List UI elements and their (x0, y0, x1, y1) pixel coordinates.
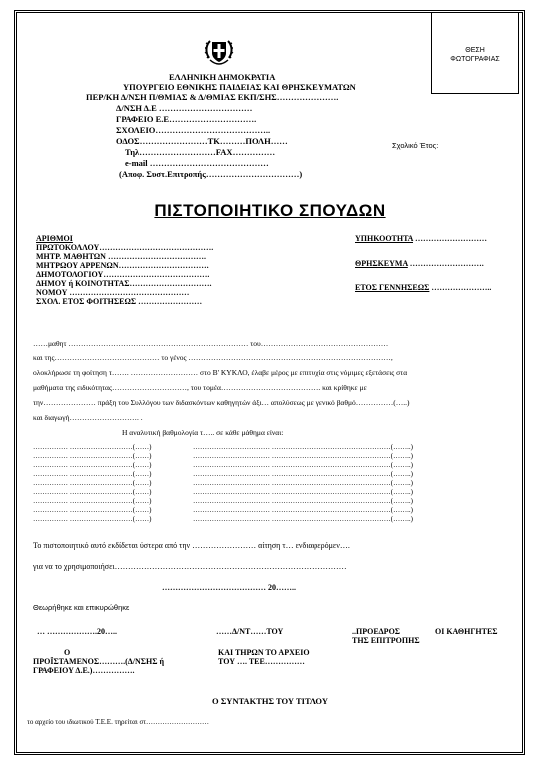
school-year-label: Σχολικό Έτος: (392, 141, 439, 150)
religion-label: ΘΡΗΣΚΕΥΜΑ (355, 259, 408, 268)
grade-row: …………………………… ……………………………………………(……..) (193, 515, 413, 523)
religion-field (355, 259, 484, 269)
signature-date: … ……………….20….. (37, 627, 117, 636)
head-office: ΓΡΑΦΕΙΟΥ Δ.Ε.)……………. (33, 666, 135, 675)
grade-row: …………………………… ……………………………………………(……..) (193, 461, 413, 469)
citizenship-dots: ……………………… (413, 234, 487, 243)
committee-label: ΤΗΣ ΕΠΙΤΡΟΠΗΣ (352, 636, 420, 645)
title-author-label: Ο ΣΥΝΤΑΚΤΗΣ ΤΟΥ ΤΙΤΛΟΥ (212, 696, 328, 706)
grade-row: …………… ………………………(……) (33, 461, 152, 469)
grade-row: …………………………… ……………………………………………(……..) (193, 443, 413, 451)
grade-row: …………… ………………………(……) (33, 479, 152, 487)
directorate-field: Δ/ΝΣΗ Δ.Ε …………………………… (116, 103, 253, 113)
protocol-reference: ……Δ/ΝΤ……ΤΟΥ (216, 627, 284, 636)
student-register-number: ΜΗΤΡ. ΜΑΘΗΤΩΝ ………………………………. (36, 252, 206, 261)
grade-row: …………………………… ……………………………………………(……..) (193, 470, 413, 478)
certified-label: Θεωρήθηκε και επικυρώθηκε (33, 603, 130, 612)
school-field: ΣΧΟΛΕΙΟ………………………………….. (116, 125, 271, 135)
body-line-student: ……μαθητ ……………………………………………………………… του…………………………………………… (33, 339, 389, 348)
grade-row: …………… ………………………(……) (33, 506, 152, 514)
date-line: ………………………………… 20…….. (162, 583, 296, 592)
grades-heading: Η αναλυτική βαθμολογία τ….. σε κάθε μάθημα είναι: (122, 428, 284, 437)
grade-row: …………………………… ……………………………………………(……..) (193, 497, 413, 505)
body-line-specialty: μαθήματα της ειδικότητας…………………………, του τομέα…………………………………. και κρίθηκε με (33, 383, 367, 392)
prefecture-field: ΝΟΜΟΥ ……………………………………… (36, 288, 190, 297)
head-title: ΠΡΟΪΣΤΑΜΕΝΟΣ……….(Δ/ΝΣΗΣ ή (33, 657, 165, 666)
head-article: Ο (64, 648, 71, 657)
citizenship-field (355, 234, 487, 244)
regional-directorate: ΠΕΡ/ΚΗ Δ/ΝΣΗ Π/ΘΜΙΑΣ & Δ/ΘΜΙΑΣ ΕΚΠ/ΣΗΣ…………………. (86, 92, 339, 102)
birth-year-field (355, 283, 491, 293)
male-register-number: ΜΗΤΡΩΟΥ ΑΡΡΕΝΩΝ……………………………. (36, 261, 209, 270)
archive-school-label: ΤΟΥ …. ΤΕΕ…………… (218, 657, 305, 666)
grades-left-column (33, 443, 151, 524)
body-line-grade: την………………… πράξη του Συλλόγου των διδασκόντων καθηγητών άξι… απολύσεως με γενικό βαθμό……………(…..) (33, 398, 410, 407)
attendance-year-field: ΣΧΟΛ. ΕΤΟΣ ΦΟΙΤΗΣΕΩΣ …………………… (36, 297, 203, 306)
use-line: για να το χρησιμοποιήσει…………………………………………………………………………… (33, 562, 347, 571)
grade-row: …………… ………………………(……) (33, 497, 152, 505)
numbers-heading: ΑΡΙΘΜΟΙ (36, 234, 73, 243)
phone-field: Τηλ………………………FAX…………… (125, 147, 276, 157)
birth-year-dots: ………………….. (429, 283, 492, 292)
teachers-label: ΟΙ ΚΑΘΗΓΗΤΕΣ (435, 627, 498, 636)
protocol-number: ΠΡΩΤΟΚΟΛΛΟΥ……………………………………. (36, 243, 214, 252)
grade-row: …………… ………………………(……) (33, 452, 152, 460)
photo-label-line2: ΦΩΤΟΓΡΑΦΙΑΣ (450, 56, 500, 63)
birth-year-label: ΕΤΟΣ ΓΕΝΝΗΣΕΩΣ (355, 283, 430, 292)
committee-decision-field: (Αποφ. Συστ.Επιτροπής……………………………) (119, 169, 303, 179)
chairman-label: ..ΠΡΟΕΔΡΟΣ (352, 627, 401, 636)
address-field: ΟΔΟΣ……………………ΤΚ………ΠΟΛΗ…… (116, 136, 288, 146)
municipality-field: ΔΗΜΟΥ ή ΚΟΙΝΟΤΗΤΑΣ…………………………. (36, 279, 212, 288)
office-field: ΓΡΑΦΕΙΟ Ε.Ε…………………………. (116, 114, 257, 124)
photo-label-line1: ΘΕΣΗ (465, 47, 485, 54)
email-field: e-mail …………………………………… (125, 158, 269, 168)
body-line-mother: και της…………………………………… το γένος ………………………………………………………………………, (33, 353, 393, 362)
grade-row: …………… ………………………(……) (33, 443, 152, 451)
grade-row: …………… ………………………(……) (33, 515, 152, 523)
citizenship-label: ΥΠΗΚΟΟΤΗΤΑ (355, 234, 413, 243)
grade-row: …………………………… ……………………………………………(……..) (193, 506, 413, 514)
republic-label: ΕΛΛΗΝΙΚΗ ΔΗΜΟΚΡΑΤΙΑ (169, 72, 276, 82)
body-line-completion: ολοκλήρωσε τη φοίτηση τ……. ……………………… στο Β' ΚΥΚΛΟ, έλαβε μέρος με επιτυχία στις νόμιμες εξετάσεις στα (33, 368, 408, 377)
grade-row: …………………………… ……………………………………………(……..) (193, 479, 413, 487)
grade-row: …………………………… ……………………………………………(……..) (193, 452, 413, 460)
archive-keeper-label: ΚΑΙ ΤΗΡΩΝ ΤΟ ΑΡΧΕΙΟ (218, 648, 310, 657)
issued-line: Το πιστοποιητικό αυτό εκδίδεται ύστερα από την …………………… αίτηση τ… ενδιαφερόμεν…. (33, 541, 350, 550)
ministry-label: ΥΠΟΥΡΓΕΙΟ ΕΘΝΙΚΗΣ ΠΑΙΔΕΙΑΣ ΚΑΙ ΘΡΗΣΚΕΥΜΑΤΩΝ (123, 82, 356, 92)
grades-right-column (193, 443, 413, 524)
grade-row: …………… ………………………(……) (33, 470, 152, 478)
religion-dots: ………………………. (407, 259, 484, 268)
grade-row: …………………………… ……………………………………………(……..) (193, 488, 413, 496)
page-title: ΠΙΣΤΟΠΟΙΗΤΙΚΟ ΣΠΟΥΔΩΝ (154, 201, 386, 220)
photo-placeholder (431, 12, 519, 94)
archive-footer: το αρχείο του ιδιωτικού Τ.Ε.Ε. τηρείται στ……………………… (27, 718, 210, 726)
coat-of-arms-icon (203, 36, 235, 70)
municipal-register-number: ΔΗΜΟΤΟΛΟΓΙΟΥ…………………………………. (36, 270, 210, 279)
body-line-conduct: και διαγωγή………………………. . (33, 413, 143, 422)
grade-row: …………… ………………………(……) (33, 488, 152, 496)
